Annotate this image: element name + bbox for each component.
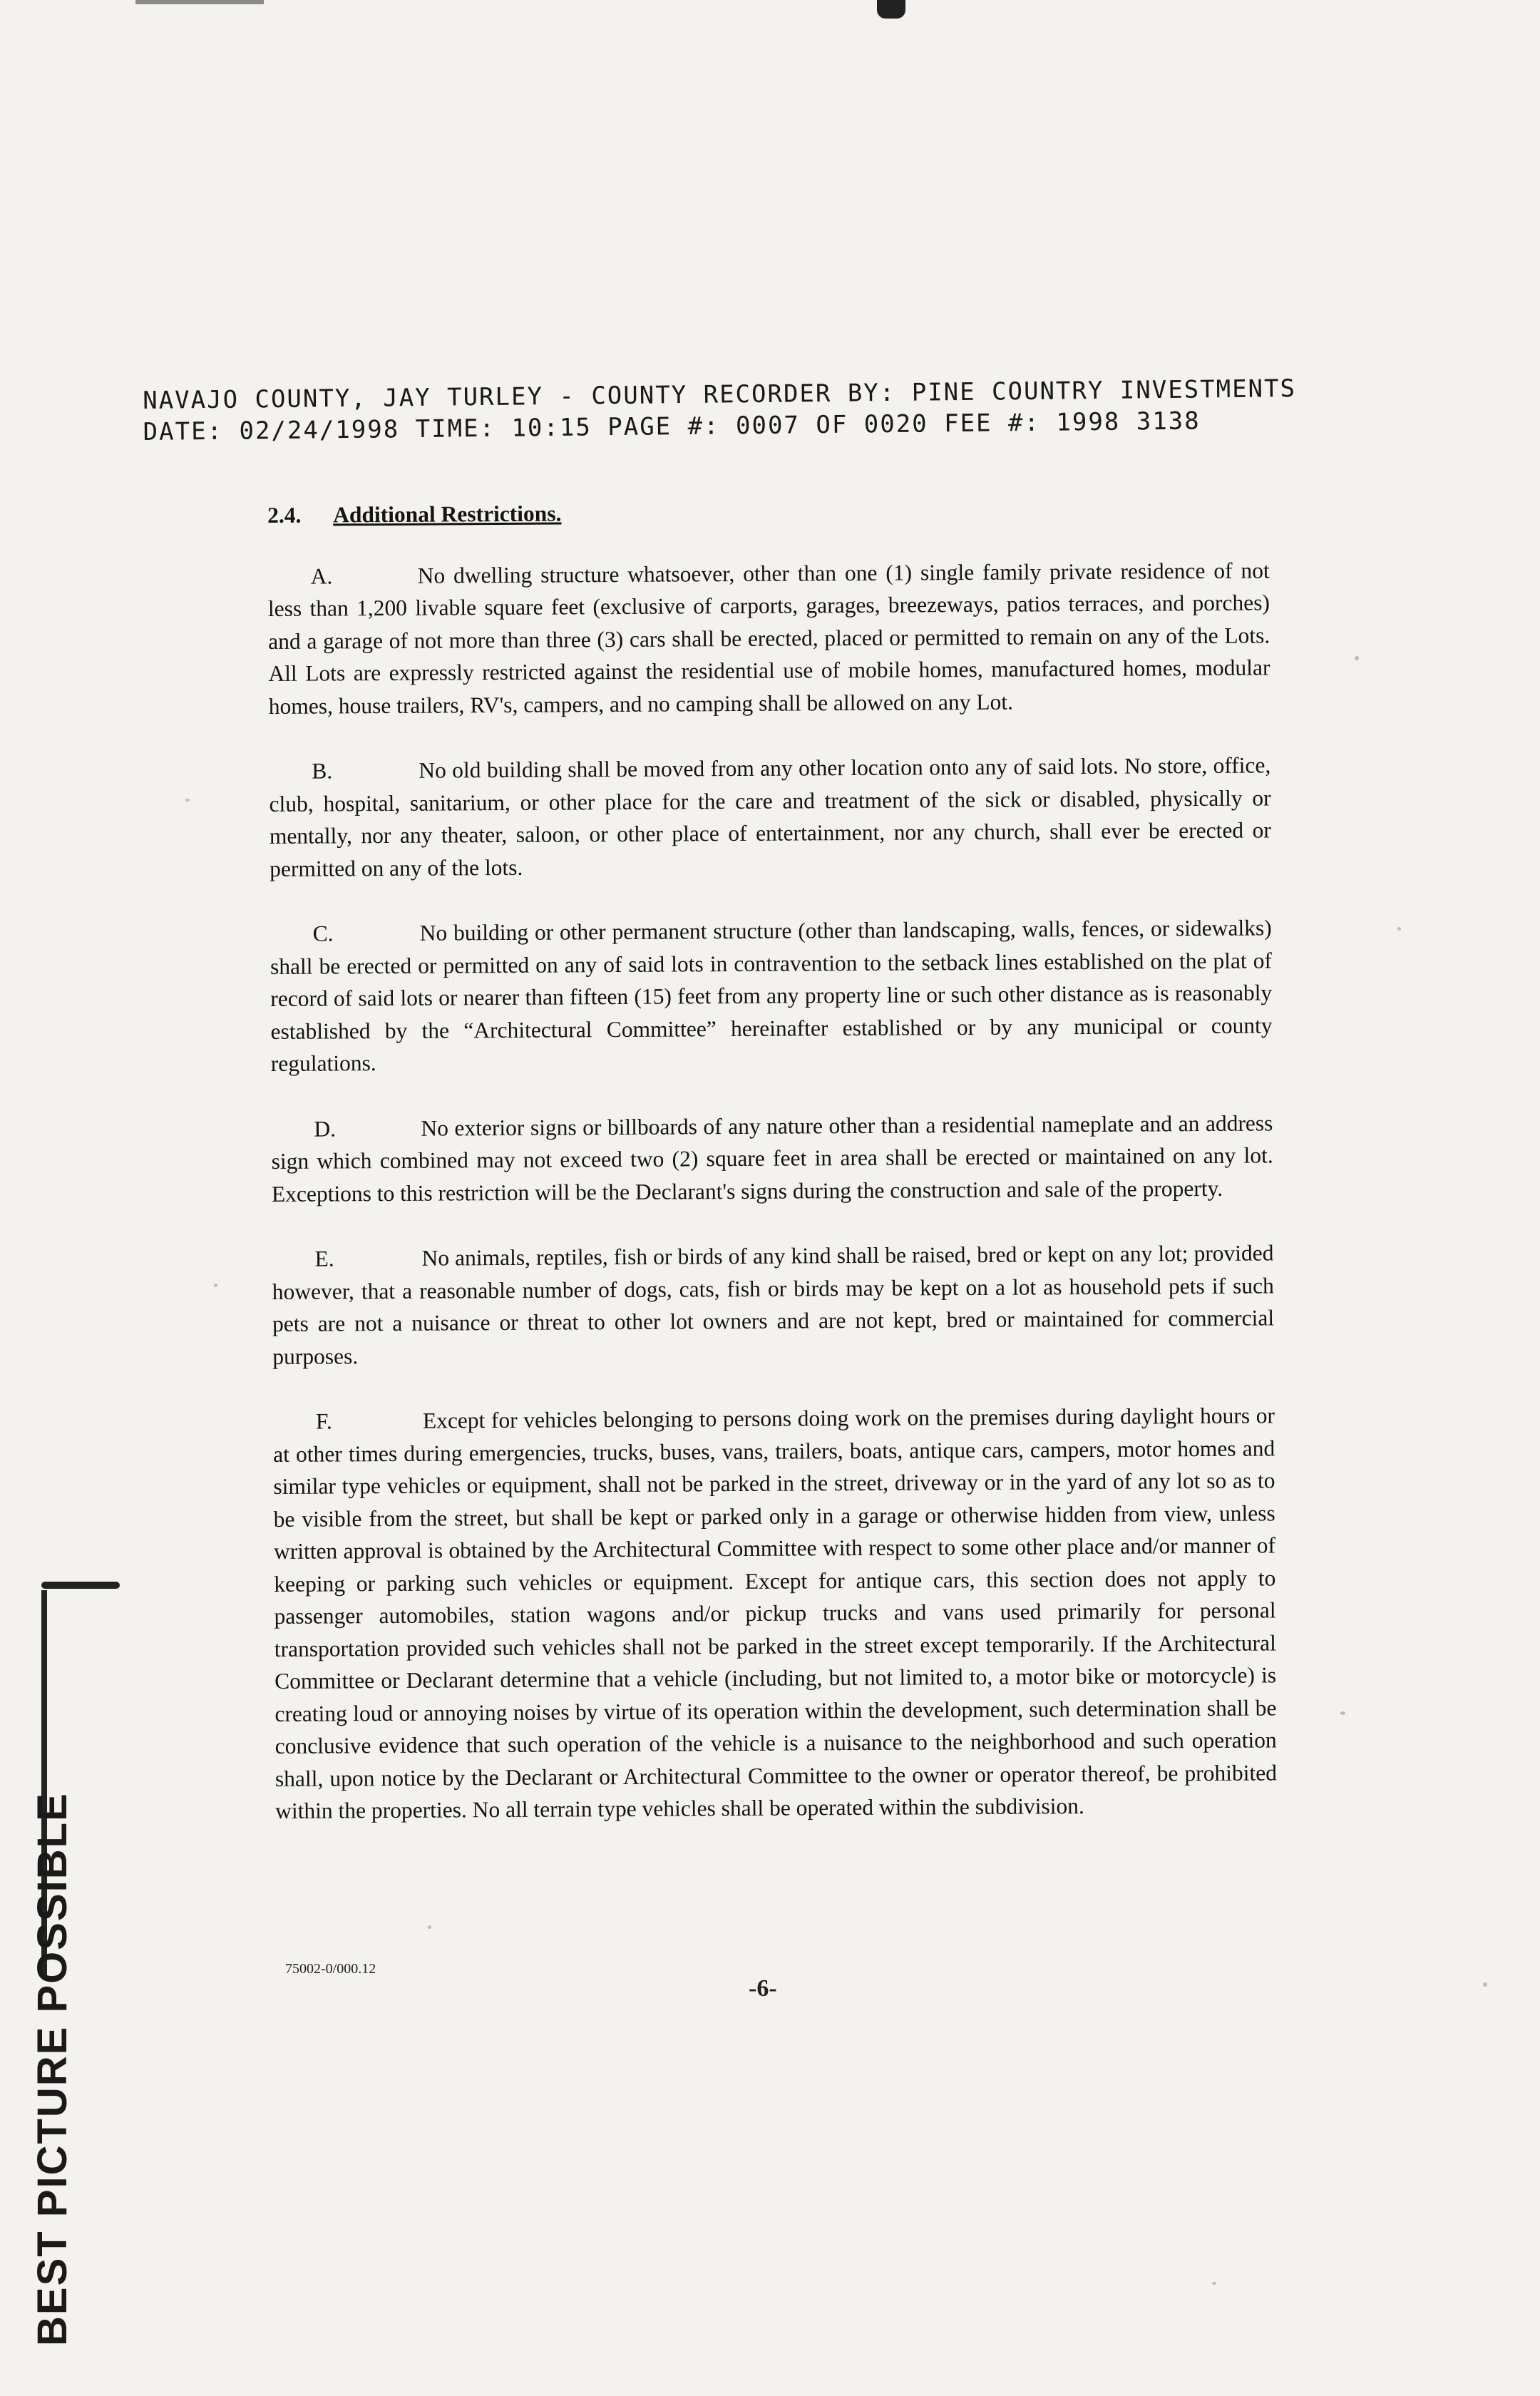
scan-speck (428, 1925, 431, 1929)
scan-speck (1355, 656, 1359, 660)
best-picture-possible-stamp: BEST PICTURE POSSIBLE (29, 1792, 76, 2346)
scan-artifact-mark (877, 0, 905, 19)
recorder-stamp-line-2: DATE: 02/24/1998 TIME: 10:15 PAGE #: 0007 OF 0020 FEE #: 1998 3138 (143, 406, 1201, 446)
restriction-paragraph-d (271, 1107, 1273, 1210)
paragraph-text: No animals, reptiles, fish or birds of any kind shall be raised, bred or kept on any lot; provided however, that a reasonable number of dogs, cats, fish or birds may be kept on a lot as household pets if such pets are not a nuisance or threat to other lot owners and are not kept, bred or maintained for commercial purposes. (272, 1240, 1275, 1369)
scan-artifact-line (135, 0, 264, 4)
page-number: -6- (749, 1975, 777, 2002)
restriction-paragraph-c (270, 911, 1273, 1080)
scan-speck (1397, 927, 1401, 931)
paragraph-text: Except for vehicles belonging to persons doing work on the premises during daylight hours or at other times during emergencies, trucks, buses, vans, trailers, boats, antique cars, campers, motor homes and similar type vehicles or equipment, shall not be parked in the street, driveway or in the yard of any lot so as to be visible from the street, but shall be kept or parked only in a garage or otherwise hidden from view, unless written approval is obtained by the Architectural Committee with respect to some other place and/or manner of keeping or parking such vehicles or equipment. Except for antique cars, this section does not apply to passenger automobiles, station wagons and/or pickup trucks and vans used primarily for personal transportation provided such vehicles shall not be parked in the street except temporarily. If the Architectural Committee or Declarant determine that a vehicle (including, but not limited to, a motor bike or motorcycle) is creating loud or annoying noises by virtue of its operation within the development, such determination shall be conclusive evidence that such operation of the vehicle is a nuisance to the neighborhood and such operation shall, upon notice by the Declarant or Architectural Committee to the owner or operator thereof, be prohibited within the properties. No all terrain type vehicles shall be operated within the subdivision. (273, 1403, 1278, 1823)
recorder-stamp-line-1: NAVAJO COUNTY, JAY TURLEY - COUNTY RECORDER BY: PINE COUNTRY INVESTMENTS (143, 374, 1297, 415)
section-title: Additional Restrictions. (333, 501, 562, 528)
paragraph-letter: B. (312, 758, 333, 784)
document-code: 75002-0/000.12 (285, 1961, 376, 1977)
restriction-paragraph-a (268, 554, 1270, 722)
paragraph-text: No old building shall be moved from any other location onto any of said lots. No store, office, club, hospital, sanitarium, or other place for the care and treatment of the sick or disabled, physically or mentally, nor any theater, saloon, or other place of entertainment, nor any church, shall ever be erected or permitted on any of the lots. (269, 752, 1271, 881)
paragraph-text: No exterior signs or billboards of any nature other than a residential nameplate and an address sign which combined may not exceed two (2) square feet in area shall be erected or maintained on any lot. Exceptions to this restriction will be the Declarant's signs during the construction and sale of the property. (271, 1110, 1273, 1207)
paragraph-letter: C. (312, 921, 334, 946)
restriction-paragraph-f (273, 1399, 1278, 1827)
binding-mark (41, 1582, 120, 1589)
document-body (267, 493, 1278, 1860)
scan-speck (185, 799, 190, 802)
paragraph-letter: E. (314, 1246, 334, 1271)
scan-speck (1340, 1711, 1345, 1715)
county-recorder-stamp (143, 373, 1297, 448)
paragraph-text: No dwelling structure whatsoever, other than one (1) single family private residence of not less than 1,200 livable square feet (exclusive of carports, garages, breezeways, patios terraces, and porches) and a garage of not more than three (3) cars shall be erected, placed or permitted to remain on any of the Lots. All Lots are expressly restricted against the residential use of mobile homes, manufactured homes, modular homes, house trailers, RV's, campers, and no camping shall be allowed on any Lot. (267, 557, 1270, 719)
section-number: 2.4. (267, 502, 302, 528)
scan-speck (214, 1284, 217, 1287)
paragraph-letter: D. (314, 1115, 337, 1142)
paragraph-letter: A. (310, 563, 333, 589)
scan-speck (1483, 1982, 1487, 1987)
restriction-paragraph-e (272, 1237, 1274, 1373)
section-heading (267, 493, 1269, 531)
paragraph-letter: F. (315, 1408, 332, 1434)
scan-speck (1212, 2282, 1216, 2285)
restriction-paragraph-b (269, 749, 1271, 885)
paragraph-text: No building or other permanent structure (other than landscaping, walls, fences, or sidewalks) shall be erected or permitted on any of said lots in contravention to the setback lines established on the plat of record of said lots or nearer than fifteen (15) feet from any property line or such other distance as is reasonably established by the “Architectural Committee” hereinafter established or by any municipal or county regulations. (270, 915, 1273, 1076)
